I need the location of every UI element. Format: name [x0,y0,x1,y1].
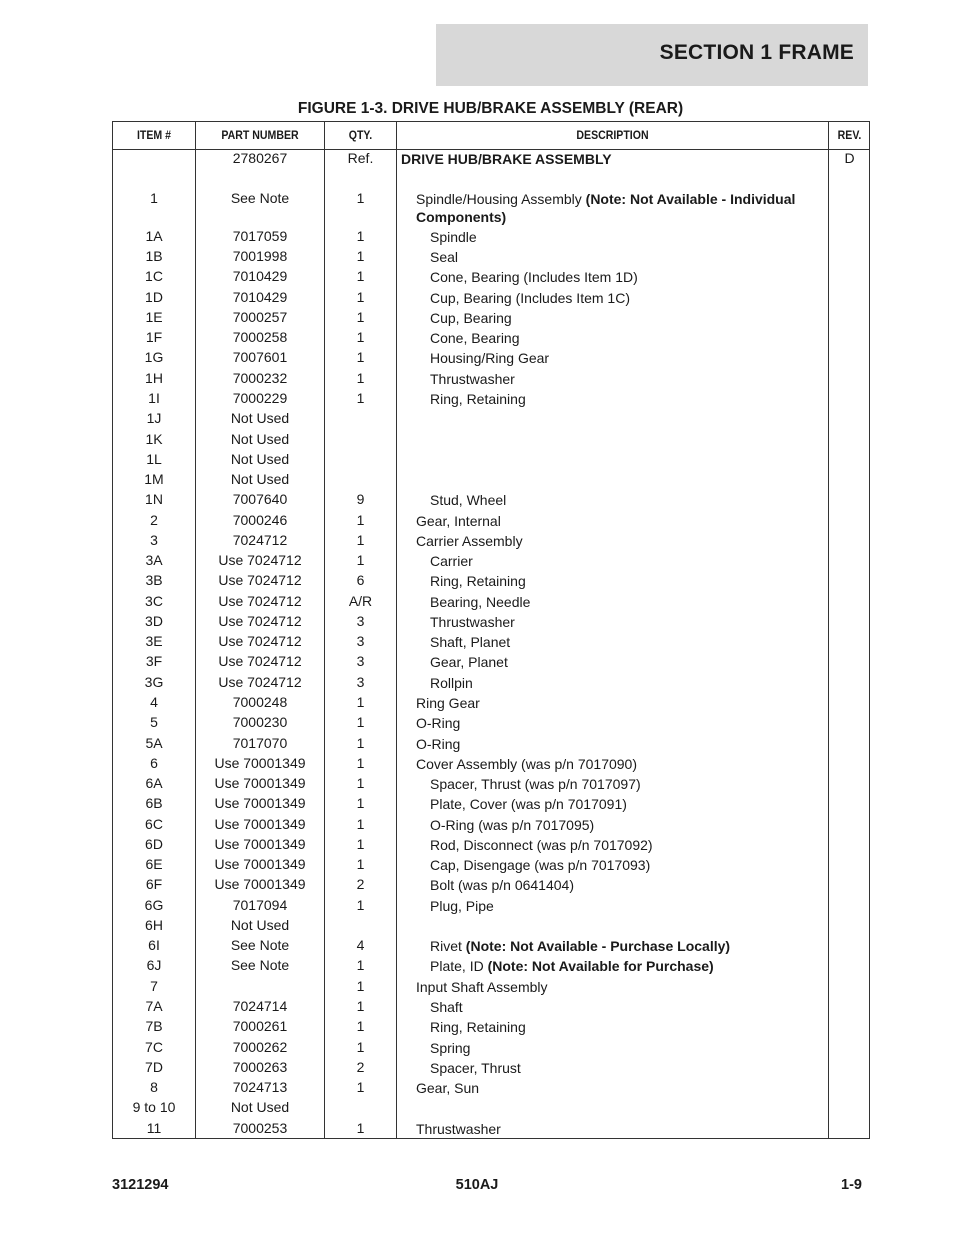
description-text: Spring [430,1040,471,1056]
part-number: Use 7024712 [218,633,302,649]
description [402,329,850,347]
description [402,228,850,246]
description [402,633,850,651]
part-number: 7000263 [232,1059,288,1075]
description-text: Housing/Ring Gear [430,350,550,366]
part-number: Use 70001349 [214,856,306,872]
quantity: A/R [348,593,373,609]
column-divider [396,122,397,1138]
item-number: 3F [145,653,163,669]
part-number: 2780267 [232,150,288,166]
description-text: Spindle [430,229,477,245]
item-number: 3 [150,532,158,548]
description [402,1120,836,1138]
item-number: 6G [144,897,164,913]
part-number: Use 7024712 [218,593,302,609]
description-text: Ring Gear [416,695,480,711]
item-number: 1G [144,349,164,365]
item-number: 1J [146,410,162,426]
part-number: 7007601 [232,349,288,365]
item-number: 6E [145,856,163,872]
quantity: 1 [356,390,365,406]
part-number: 7010429 [232,268,288,284]
quantity: 1 [356,897,365,913]
item-number: 6 [150,755,158,771]
description-text: O-Ring [416,736,461,752]
description [402,268,850,286]
part-number: 7000248 [232,694,288,710]
item-number: 3B [145,572,163,588]
quantity: 1 [356,816,365,832]
part-number: Not Used [230,451,290,467]
description [402,289,850,307]
quantity: 1 [356,512,365,528]
item-number: 5A [145,735,163,751]
item-number: 6I [148,937,160,953]
item-number: 1I [148,390,160,406]
description-text: Ring, Retaining [430,573,526,589]
quantity: 1 [356,714,365,730]
quantity: Ref. [347,150,374,166]
quantity: 1 [356,1018,365,1034]
quantity: 1 [356,795,365,811]
description-text: Cup, Bearing [430,310,512,326]
item-number: 3G [144,674,164,690]
description [402,593,850,611]
part-number: See Note [230,957,290,973]
description-text: Cap, Disengage (was p/n 7017093) [430,857,651,873]
quantity: 1 [356,370,365,386]
item-number: 6A [145,775,163,791]
item-number: 11 [146,1120,162,1136]
part-number: 7001998 [232,248,288,264]
description-text: Spacer, Thrust (was p/n 7017097) [430,776,641,792]
quantity: 3 [356,653,365,669]
item-number: 6D [145,836,163,852]
description [402,552,850,570]
description-text: Plate, Cover (was p/n 7017091) [430,796,627,812]
quantity: 1 [356,552,365,568]
description [402,491,850,509]
part-number: 7017070 [232,735,288,751]
description [402,512,836,530]
item-number: 7A [145,998,163,1014]
item-number: 6C [145,816,163,832]
description [402,714,836,732]
quantity: 1 [356,190,365,206]
column-header-description: DESCRIPTION [576,128,649,142]
description [401,150,821,168]
part-number: Use 70001349 [214,876,306,892]
part-number: Use 70001349 [214,816,306,832]
quantity: 6 [356,572,365,588]
description-text: Rivet [430,938,466,954]
item-number: 2 [150,512,158,528]
part-number: See Note [230,937,290,953]
description-text: Seal [430,249,459,265]
description-text: O-Ring (was p/n 7017095) [430,817,595,833]
description [402,532,836,550]
part-number: 7000230 [232,714,288,730]
part-number: 7024714 [232,998,288,1014]
quantity: 1 [356,978,365,994]
item-number: 3E [145,633,163,649]
part-number: Use 7024712 [218,572,302,588]
description [402,309,850,327]
table-header-row [113,122,869,150]
description-text: Thrustwasher [430,371,515,387]
part-number: Not Used [230,410,290,426]
figure-title: FIGURE 1-3. DRIVE HUB/BRAKE ASSEMBLY (REAR) [297,100,684,117]
description-text: Cover Assembly (was p/n 7017090) [416,756,637,772]
item-number: 6J [146,957,162,973]
quantity: 1 [356,228,365,244]
item-number: 7D [145,1059,163,1075]
description [402,937,850,955]
part-number: 7000229 [232,390,288,406]
part-number: Use 70001349 [214,795,306,811]
item-number: 6F [145,876,163,892]
description [402,735,836,753]
item-number: 1F [145,329,163,345]
item-number: 1C [145,268,163,284]
description-text: Ring, Retaining [430,1019,526,1035]
section-header-banner [436,24,868,86]
footer-page-number: 1-9 [841,1177,862,1193]
item-number: 1H [145,370,163,386]
item-number: 5 [150,714,158,730]
item-number: 1A [145,228,163,244]
description-text: Shaft [430,999,463,1015]
item-number: 1L [146,451,162,467]
item-number: 1 [150,190,158,206]
part-number: Use 7024712 [218,674,302,690]
part-number: 7017094 [232,897,288,913]
description-text: Stud, Wheel [430,492,507,508]
item-number: 7C [145,1039,163,1055]
description-text: Plate, ID [430,958,488,974]
column-header-item: ITEM # [136,128,172,142]
part-number: See Note [230,190,290,206]
quantity: 1 [356,755,365,771]
part-number: 7024712 [232,532,288,548]
quantity: 1 [356,735,365,751]
description-text: Rollpin [430,675,473,691]
item-number: 8 [150,1079,158,1095]
quantity: 3 [356,674,365,690]
footer-doc-number: 3121294 [112,1177,169,1193]
item-number: 1N [145,491,163,507]
description [402,978,836,996]
item-number: 3D [145,613,163,629]
description-text: Spindle/Housing Assembly [416,191,586,207]
description [402,775,850,793]
part-number: 7000232 [232,370,288,386]
description-text: Cone, Bearing (Includes Item 1D) [430,269,638,285]
part-number: Not Used [230,1099,290,1115]
description-text: DRIVE HUB/BRAKE ASSEMBLY [401,151,612,167]
part-number: 7000257 [232,309,288,325]
description-text: Rod, Disconnect (was p/n 7017092) [430,837,653,853]
description [402,957,850,975]
item-number: 9 to 10 [132,1099,176,1115]
description-text: Shaft, Planet [430,634,511,650]
description [402,694,836,712]
description [402,653,850,671]
part-number: 7000261 [232,1018,288,1034]
description [402,998,850,1016]
description-text: O-Ring [416,715,461,731]
item-number: 6H [145,917,163,933]
quantity: 2 [356,876,365,892]
description [402,1079,836,1097]
description-text: Carrier [430,553,473,569]
item-number: 1M [144,471,164,487]
quantity: 1 [356,1039,365,1055]
quantity: 1 [356,289,365,305]
part-number: Use 7024712 [218,653,302,669]
part-number: 7000246 [232,512,288,528]
part-number: 7000262 [232,1039,288,1055]
description [402,248,850,266]
quantity: 4 [356,937,365,953]
description [402,349,850,367]
item-number: 1B [145,248,163,264]
quantity: 1 [356,309,365,325]
description [402,856,850,874]
description-note: (Note: Not Available - Purchase Locally) [465,938,731,954]
item-number: 3A [145,552,163,568]
description-text: Plug, Pipe [430,898,494,914]
description-text: Bolt (was p/n 0641404) [430,877,574,893]
description-text: Input Shaft Assembly [416,979,548,995]
part-number: Use 7024712 [218,613,302,629]
description-text: Ring, Retaining [430,391,526,407]
item-number: 4 [150,694,158,710]
quantity: 1 [356,248,365,264]
column-header-qty: QTY. [348,128,373,142]
description [402,1018,850,1036]
quantity: 9 [356,491,365,507]
description [402,755,836,773]
quantity: 1 [356,1079,365,1095]
description [402,1059,850,1077]
column-header-part-number: PART NUMBER [221,128,299,142]
description [402,190,836,226]
item-number: 6B [145,795,163,811]
part-number: 7007640 [232,491,288,507]
part-number: Not Used [230,917,290,933]
description-text: Gear, Planet [430,654,508,670]
description [402,897,850,915]
quantity: 1 [356,998,365,1014]
part-number: Use 70001349 [214,775,306,791]
footer-model: 510AJ [455,1177,499,1193]
quantity: 3 [356,613,365,629]
description-text: Gear, Internal [416,513,501,529]
description [402,836,850,854]
description [402,674,850,692]
revision: D [844,150,855,166]
item-number: 1K [145,431,163,447]
part-number: 7017059 [232,228,288,244]
quantity: 1 [356,532,365,548]
item-number: 7B [145,1018,163,1034]
item-number: 1D [145,289,163,305]
description [402,370,850,388]
description-text: Spacer, Thrust [430,1060,521,1076]
description [402,613,850,631]
part-number: Use 70001349 [214,836,306,852]
parts-table [112,121,870,1139]
part-number: Not Used [230,471,290,487]
quantity: 1 [356,349,365,365]
quantity: 1 [356,694,365,710]
part-number: 7000253 [232,1120,288,1136]
description-note: (Note: Not Available - Individual Components) [416,191,796,225]
description [402,572,850,590]
quantity: 3 [356,633,365,649]
part-number: 7010429 [232,289,288,305]
description [402,390,850,408]
part-number: Not Used [230,431,290,447]
quantity: 1 [356,856,365,872]
quantity: 1 [356,329,365,345]
description-text: Thrustwasher [416,1121,501,1137]
description-text: Bearing, Needle [430,594,531,610]
quantity: 1 [356,957,365,973]
description-text: Thrustwasher [430,614,515,630]
description [402,1039,850,1057]
part-number: 7024713 [232,1079,288,1095]
quantity: 1 [356,1120,365,1136]
quantity: 1 [356,775,365,791]
quantity: 1 [356,836,365,852]
part-number: Use 7024712 [218,552,302,568]
item-number: 1E [145,309,163,325]
description [402,795,850,813]
part-number: Use 70001349 [214,755,306,771]
part-number: 7000258 [232,329,288,345]
quantity: 2 [356,1059,365,1075]
description-note: (Note: Not Available for Purchase) [487,958,714,974]
description [402,876,850,894]
description-text: Cup, Bearing (Includes Item 1C) [430,290,630,306]
column-header-rev: REV. [837,128,862,142]
section-title: SECTION 1 FRAME [659,41,854,64]
quantity: 1 [356,268,365,284]
description-text: Carrier Assembly [416,533,523,549]
item-number: 3C [145,593,163,609]
description-text: Cone, Bearing [430,330,520,346]
item-number: 7 [150,978,158,994]
description-text: Gear, Sun [416,1080,480,1096]
description [402,816,850,834]
